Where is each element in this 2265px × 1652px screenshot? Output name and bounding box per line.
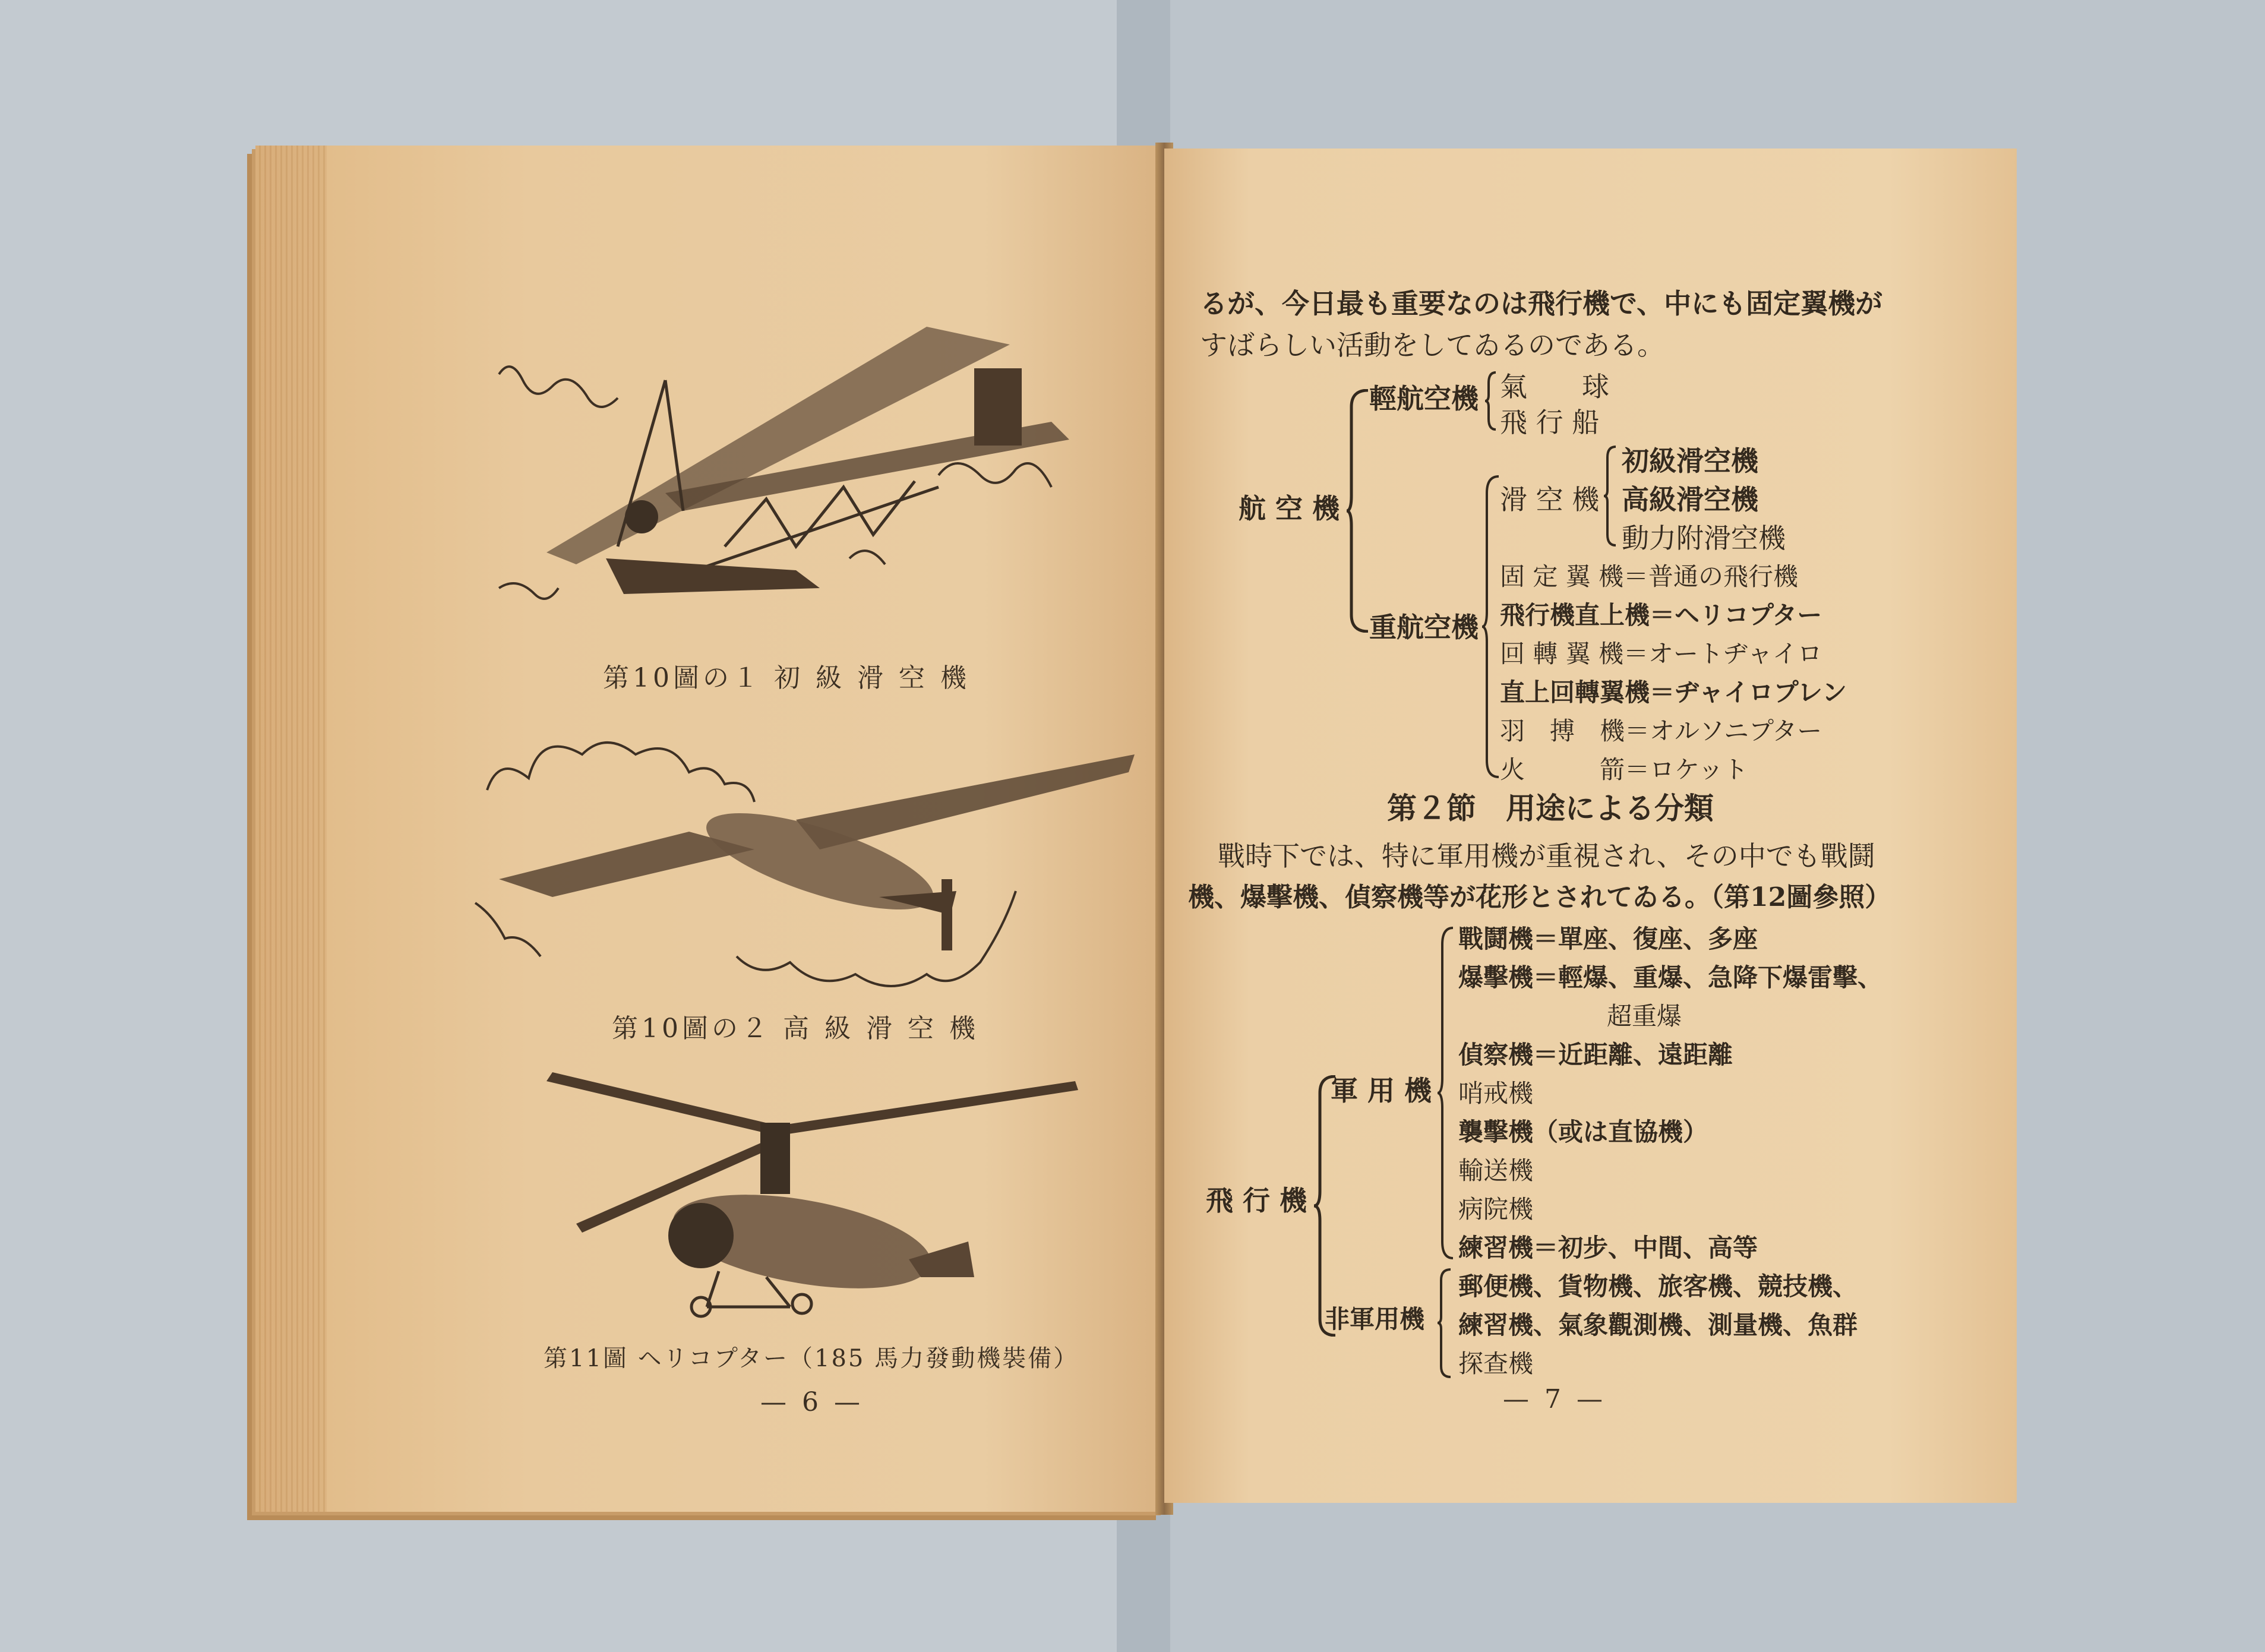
tree1-heavy-item: 火 箭＝ロケット bbox=[1500, 755, 1748, 784]
tree2-civil: 非軍用機 bbox=[1325, 1304, 1425, 1334]
tree1-glider-item: 動力附滑空機 bbox=[1622, 522, 1786, 554]
tree1-glider-item: 高級滑空機 bbox=[1622, 484, 1758, 516]
tree2-civil-brace bbox=[1438, 1268, 1452, 1378]
tree1-light-item: 飛 行 船 bbox=[1500, 406, 1600, 438]
tree2-civil-item: 探查機 bbox=[1458, 1349, 1534, 1378]
tree2-military-item: 襲擊機（或は直協機） bbox=[1458, 1117, 1708, 1146]
tree1-light-aircraft: 輕航空機 bbox=[1369, 383, 1479, 415]
tree1-glider-item: 初級滑空機 bbox=[1622, 445, 1758, 477]
tree2-civil-item: 郵便機、貨物機、旅客機、競技機、 bbox=[1458, 1272, 1858, 1301]
tree1-root-aircraft: 航 空 機 bbox=[1239, 492, 1340, 525]
figure-10-2-caption: 第10圖の２ 高 級 滑 空 機 bbox=[612, 1013, 979, 1044]
primary-glider-illustration bbox=[487, 309, 1158, 630]
tree2-military-item: 病院機 bbox=[1458, 1195, 1534, 1224]
tree1-heavy-item: 固 定 翼 機＝普通の飛行機 bbox=[1500, 562, 1799, 591]
tree2-military-item: 練習機＝初步、中間、高等 bbox=[1458, 1233, 1758, 1262]
tree2-military-item: 爆擊機＝輕爆、重爆、急降下爆雷擊、 bbox=[1458, 963, 1883, 992]
tree2-military-item: 輸送機 bbox=[1458, 1156, 1534, 1185]
helicopter-illustration bbox=[541, 1069, 1087, 1319]
advanced-glider-illustration bbox=[463, 695, 1164, 1016]
tree1-light-item: 氣 球 bbox=[1500, 371, 1609, 403]
left-page-number: — 6 — bbox=[760, 1387, 864, 1417]
tree1-heavy-item: 直上回轉翼機＝ヂャイロプレン bbox=[1500, 678, 1847, 707]
tree2-military: 軍 用 機 bbox=[1331, 1075, 1432, 1107]
intro-line-2: すばらしい活動をしてゐるのである。 bbox=[1200, 329, 1664, 361]
tree1-heavy-item: 飛行機直上機＝ヘリコプター bbox=[1500, 601, 1822, 630]
tree2-root-brace bbox=[1313, 1075, 1337, 1337]
tree1-glider-brace bbox=[1604, 446, 1617, 547]
page-edges bbox=[255, 146, 327, 1512]
figure-10-1-caption: 第10圖の１ 初 級 滑 空 機 bbox=[603, 663, 970, 693]
figure-11-caption: 第11圖 ヘリコプター（185 馬力發動機裝備） bbox=[544, 1345, 1079, 1372]
tree2-civil-item: 練習機、氣象觀測機、測量機、魚群 bbox=[1458, 1310, 1858, 1340]
body-line-1: 戰時下では、特に軍用機が重視され、その中でも戰鬪 bbox=[1218, 840, 1875, 872]
tree2-military-item: 超重爆 bbox=[1607, 1002, 1682, 1031]
right-page-number: — 7 — bbox=[1503, 1384, 1606, 1414]
tree2-military-item: 戰鬪機＝單座、復座、多座 bbox=[1458, 924, 1758, 953]
tree1-heavy-brace bbox=[1482, 475, 1500, 778]
tree2-military-item: 哨戒機 bbox=[1458, 1079, 1534, 1108]
body-line-2: 機、爆擊機、偵察機等が花形とされてゐる。（第12圖參照） bbox=[1188, 882, 1891, 912]
tree1-light-brace bbox=[1485, 371, 1497, 431]
tree1-glider: 滑 空 機 bbox=[1500, 484, 1600, 516]
tree1-root-brace bbox=[1345, 389, 1369, 633]
tree1-heavy-item: 羽 搏 機＝オルソニプター bbox=[1500, 716, 1822, 746]
tree2-military-item: 偵察機＝近距離、遠距離 bbox=[1458, 1040, 1733, 1069]
tree2-military-brace bbox=[1438, 927, 1454, 1259]
section-2-title: 第２節 用途による分類 bbox=[1387, 791, 1714, 826]
tree1-heavy-item: 回 轉 翼 機＝オートヂャイロ bbox=[1500, 639, 1822, 668]
tree1-heavy-aircraft: 重航空機 bbox=[1369, 611, 1479, 643]
intro-line-1: るが、今日最も重要なのは飛行機で、中にも固定翼機が bbox=[1200, 288, 1883, 320]
tree2-root-airplane: 飛 行 機 bbox=[1206, 1184, 1307, 1217]
